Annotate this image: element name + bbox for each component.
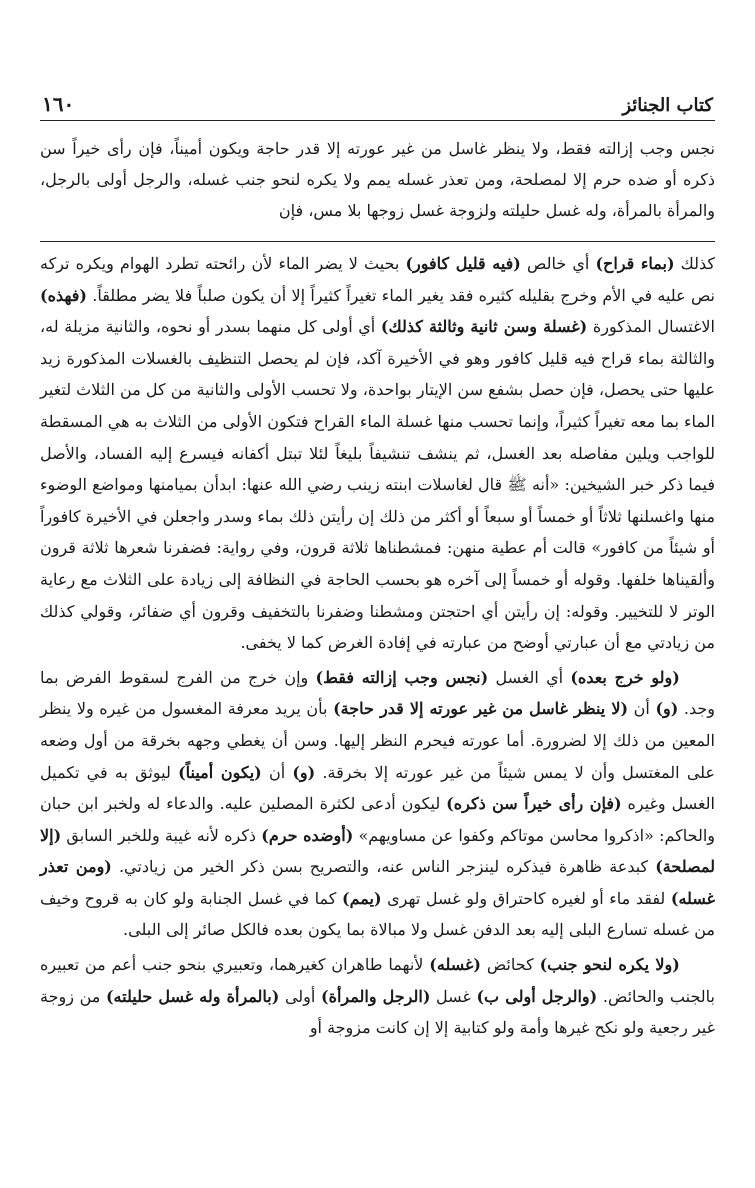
- commentary-text: أولى: [279, 986, 322, 1006]
- commentary-text: كبدعة ظاهرة فيذكره لينزجر الناس عنه، والتصريح بسن ذكر الخير من زيادتي.: [111, 857, 656, 877]
- commentary-text: أن: [261, 762, 293, 782]
- quoted-matn: (إلا لمصلحة): [40, 825, 715, 877]
- quoted-matn: (بماء قراح): [595, 254, 675, 273]
- commentary-text: ليكون أدعى لكثرة المصلين عليه. والدعاء له ولخبر ابن حبان والحاكم: «اذكروا محاسن موتاكم وكفوا عن مساويهم»: [40, 794, 715, 845]
- quoted-matn: (فهذه): [40, 285, 87, 305]
- commentary: [40, 248, 715, 1044]
- commentary-text: بأن يريد معرفة المغسول من غيره ولا ينظر المعين من ذلك إلا لضرورة. أما عورته فيحرم النظر إليها. وسن أن يغطي وجهه بخرقة من أول وضعه على المغتسل وأن لا يمس شيئاً من غير عورته إلا بخرقة.: [40, 699, 716, 782]
- commentary-text: بحيث لا يضر الماء لأن رائحته تطرد الهوام ويكره تركه نص عليه في الأم وخرج بقليله كثيره فقد يغير الماء تغيراً كثيراً إلا أن يكون صلباً فلا يضر مطلقاً.: [40, 254, 715, 305]
- quoted-matn: (بالمرأة وله غسل حليلته): [105, 986, 280, 1006]
- commentary-paragraph-3: [40, 949, 715, 1044]
- commentary-text: كحائض: [480, 955, 540, 975]
- main-text: نجس وجب إزالته فقط، ولا ينظر غاسل من غير عورته إلا قدر حاجة ويكون أميناً، فإن رأى خيراً سن ذكره أو ضده حرم إلا لمصلحة، ومن تعذر غسله يمم ولا يكره لنحو جنب غسله، والرجل أولى بالرجل، والمرأة بالمرأة، وله غسل حليلته ولزوجة غسل زوجها بلا مس، فإن: [40, 139, 716, 220]
- quoted-matn: (فيه قليل كافور): [405, 254, 521, 273]
- commentary-text: أي الغسل: [488, 667, 571, 687]
- book-title: كتاب الجنائز: [622, 95, 713, 116]
- quoted-matn: (غسلة وسن ثانية وثالثة كذلك): [380, 317, 588, 337]
- quoted-matn: (ولو خرج بعده): [570, 667, 680, 687]
- quoted-matn: (ومن تعذر غسله): [40, 857, 715, 908]
- quoted-matn: (فإن رأى خيراً سن ذكره): [446, 794, 622, 814]
- commentary-text: لفقد ماء أو لغيره كاحتراق ولو غسل تهرى: [381, 888, 671, 908]
- quoted-matn: (الرجل والمرأة): [321, 986, 431, 1006]
- quoted-matn: (نجس وجب إزالته فقط): [315, 667, 489, 687]
- quoted-matn: (ولا يكره لنحو جنب): [539, 955, 680, 975]
- commentary-text: أن: [628, 699, 656, 719]
- quoted-matn: (والرجل أولى ب): [476, 986, 598, 1006]
- commentary-text: ذكره لأنه غيبة وللخبر السابق: [61, 825, 262, 845]
- quoted-matn: (و): [292, 762, 316, 782]
- commentary-text: غسل: [430, 986, 477, 1006]
- commentary-text: أي أولى كل منهما بسدر أو نحوه، والثانية مزيلة له، والثالثة بماء قراح فيه قليل كافور وهو في الأخيرة آكد، فإن لم يحصل التنظيف بالغسلات المذكورة زيد عليها حتى يحصل، فإن حصل بشفع سن الإيتار بواحدة، ولا تحسب الأولى والثانية من كل من الثلاث لتغير الماء بما معه تغيراً كثيراً، وإنما تحسب منها غسلة الماء القراح فتكون الأولى من الثلاث به هي المسقطة للواجب ويلين مفاصله بعد الغسل، ثم ينشف تنشيفاً بليغاً لئلا تبتل أكفانه فيسرع إليه الفساد، والأصل فيما ذكر خبر الشيخين: «أنه ﷺ قال لغاسلات ابنته زينب رضي الله عنها: ابدأن بميامنها ومواضع الوضوء منها واغسلنها ثلاثاً أو خمساً أو سبعاً أو أكثر من ذلك إن رأيتن ذلك بماء وسدر واجعلن في الأخيرة كافوراً أو شيئاً من كافور» قالت أم عطية منهن: فمشطناها ثلاثة قرون، وفي رواية: فضفرنا شعرها ثلاثة قرون وألقيناها خلفها. وقوله أو خمساً إلى آخره هو بحسب الحاجة في النظافة إلى زيادة على الثلاث مع رعاية الوتر لا للتخيير. وقوله: إن رأيتن أي احتجتن ومشطنا وضفرنا بالتخفيف وقرون أي ضفائر، وقولي كذلك من زيادتي مع أن عبارتي أوضح من عبارته في إفادة الغرض كما لا يخفى.: [40, 317, 716, 653]
- quoted-matn: (و): [655, 699, 679, 719]
- commentary-paragraph-2: [40, 662, 715, 946]
- commentary-text: أي خالص: [520, 254, 596, 273]
- commentary-text: كما في غسل الجنابة ولو كان به قروح وخيف من غسله تسارع البلى إليه بعد الدفن غسل ولا مبالاة بما يكون بعده فالكل صائر إلى البلى.: [40, 888, 715, 940]
- page-header: [40, 80, 715, 121]
- quoted-matn: (غسله): [429, 955, 481, 975]
- page-number: ١٦٠: [42, 92, 75, 116]
- commentary-text: كذلك: [674, 254, 716, 273]
- commentary-text: الاغتسال المذكورة: [587, 317, 715, 337]
- separator-line: [40, 241, 715, 242]
- commentary-paragraph-1: [40, 248, 715, 659]
- quoted-matn: (يكون أميناً): [178, 762, 262, 782]
- commentary-text: لأنهما طاهران كغيرهما، وتعبيري بنحو جنب أعم من تعبيره بالجنب والحائض.: [40, 955, 716, 1006]
- quoted-matn: (لا ينظر غاسل من غير عورته إلا قدر حاجة): [333, 699, 629, 719]
- quoted-matn: (يمم): [342, 888, 382, 908]
- commentary-text: ليوثق به في تكميل الغسل وغيره: [40, 762, 716, 814]
- commentary-text: من زوجة غير رجعية ولو نكح غيرها وأمة ولو كتابية إلا إن كانت مزوجة أو: [40, 986, 715, 1038]
- commentary-text: وإن خرج من الفرج لسقوط الفرض بما وجد.: [40, 667, 716, 719]
- book-page: [40, 80, 715, 1044]
- quoted-matn: (أوضده حرم): [261, 825, 354, 845]
